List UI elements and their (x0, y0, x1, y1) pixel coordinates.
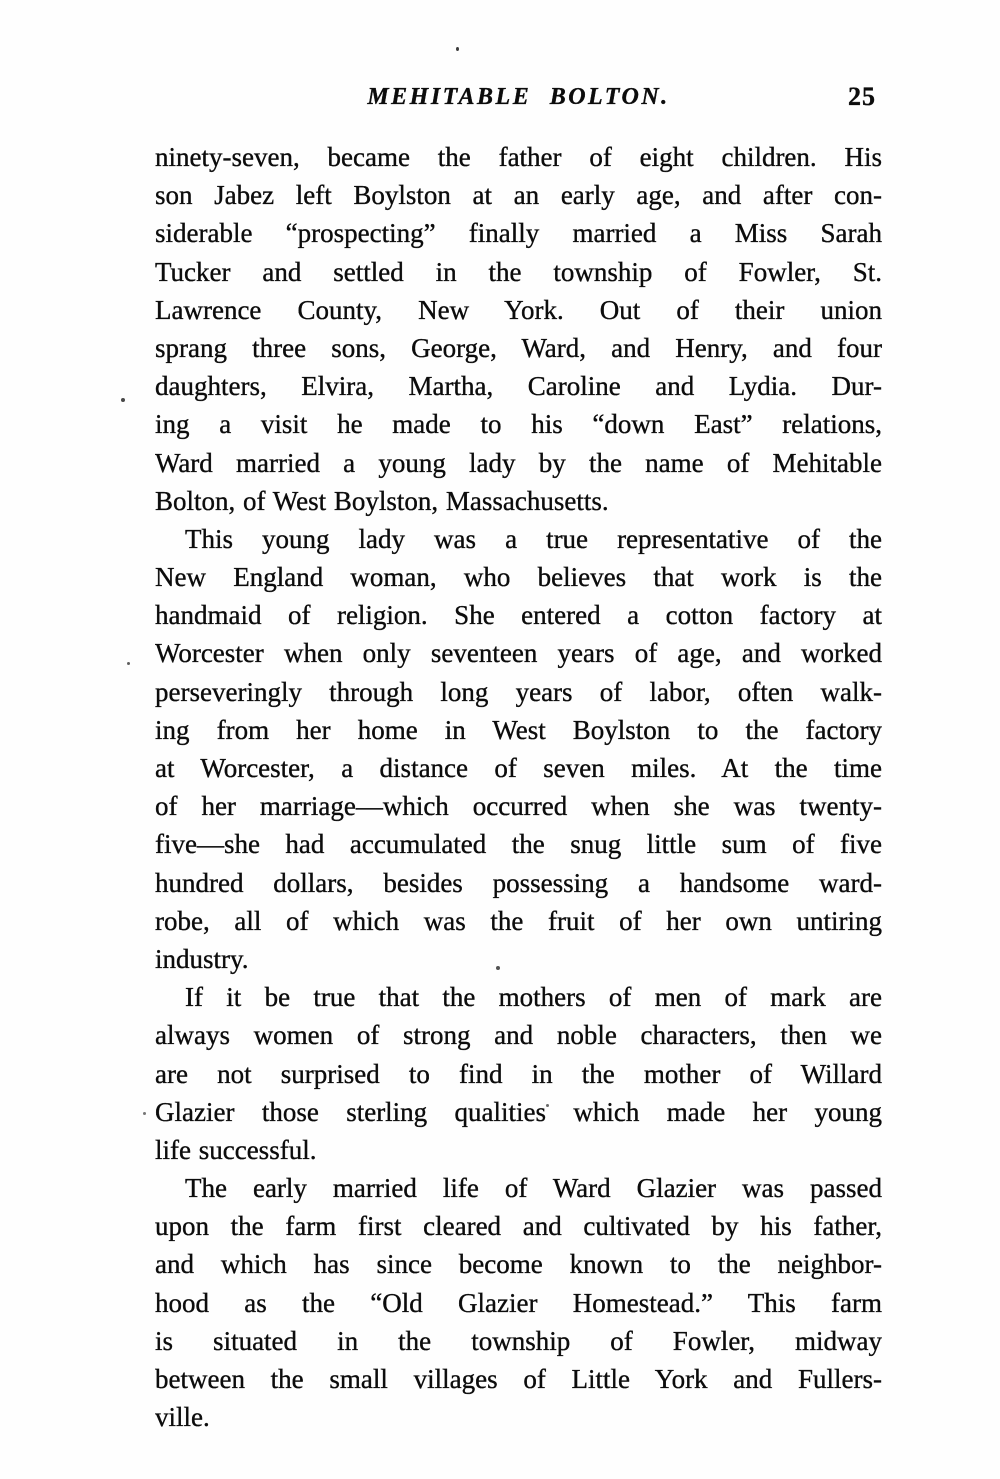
text-line: sprang three sons, George, Ward, and Henry, and four (155, 332, 882, 363)
text-line: The early married life of Ward Glazier was passed (185, 1173, 882, 1204)
text-line: ninety-seven, became the father of eight children. His (155, 142, 882, 172)
paragraph (155, 520, 882, 978)
page-content (155, 82, 882, 1436)
text-line: at Worcester, a distance of seven miles. At the time (155, 753, 882, 783)
paragraph (155, 1169, 882, 1436)
text-line: life successful. (155, 1134, 317, 1165)
running-header (155, 82, 882, 112)
text-line: Glazier those sterling qualities which made her young (155, 1096, 882, 1127)
scan-speck (121, 398, 125, 402)
text-line: industry. (155, 943, 249, 974)
text-line: New England woman, who believes that work is the (155, 562, 882, 593)
text-line: always women of strong and noble characters, then we (155, 1020, 882, 1051)
scan-speck (127, 662, 130, 665)
text-line: of her marriage—which occurred when she was twenty- (155, 791, 882, 822)
text-line: If it be true that the mothers of men of mark are (185, 982, 882, 1013)
text-line: robe, all of which was the fruit of her own untiring (155, 905, 882, 936)
text-line: Lawrence County, New York. Out of their union (155, 294, 882, 325)
text-line: is situated in the township of Fowler, midway (155, 1325, 882, 1356)
text-line: This young lady was a true representative of the (185, 523, 882, 554)
text-line: Ward married a young lady by the name of Mehitable (155, 447, 882, 478)
text-line: Bolton, of West Boylston, Massachusetts. (155, 485, 609, 516)
text-line: between the small villages of Little York and Fullers- (155, 1364, 882, 1394)
text-line: hundred dollars, besides possessing a handsome ward- (155, 867, 882, 898)
text-line: Tucker and settled in the township of Fowler, St. (155, 256, 882, 287)
text-line: daughters, Elvira, Martha, Caroline and Lydia. Dur- (155, 371, 882, 402)
page-number: 25 (848, 82, 876, 111)
scan-speck (143, 1112, 146, 1115)
text-line: and which has since become known to the neighbor- (155, 1249, 882, 1280)
text-line: ing a visit he made to his “down East” relations, (155, 409, 882, 440)
text-line: five—she had accumulated the snug little sum of five (155, 829, 882, 860)
paragraph (155, 978, 882, 1169)
text-line: are not surprised to find in the mother of Willard (155, 1058, 882, 1089)
chapter-header-title: MEHITABLE BOLTON. (367, 84, 670, 110)
text-line: ing from her home in West Boylston to the factory (155, 714, 882, 745)
text-line: perseveringly through long years of labor, often walk- (155, 676, 882, 707)
text-line: son Jabez left Boylston at an early age, and after con- (155, 180, 882, 211)
text-line: handmaid of religion. She entered a cotton factory at (155, 600, 882, 631)
text-line: siderable “prospecting” finally married a Miss Sarah (155, 218, 882, 249)
text-line: hood as the “Old Glazier Homestead.” This farm (155, 1287, 882, 1318)
scan-speck (456, 47, 459, 51)
text-line: Worcester when only seventeen years of age, and worked (155, 638, 882, 669)
text-line: upon the farm first cleared and cultivated by his father, (155, 1211, 882, 1242)
paragraph (155, 138, 882, 520)
text-line: ville. (155, 1402, 210, 1433)
